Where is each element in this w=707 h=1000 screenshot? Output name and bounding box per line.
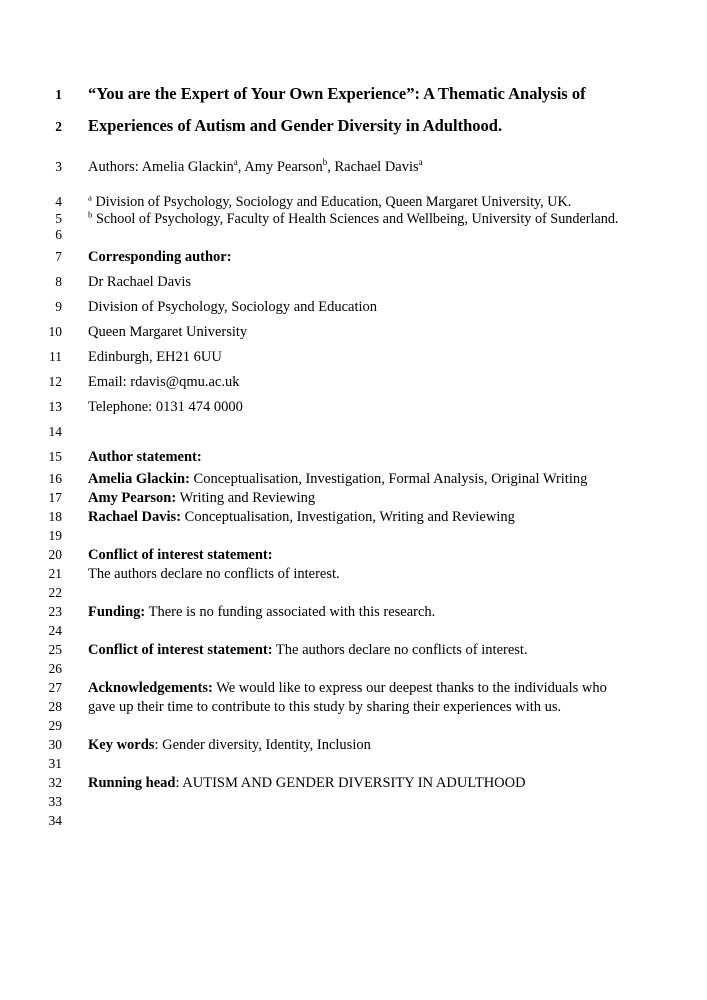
manuscript-line-9 — [0, 294, 707, 319]
manuscript-line-32 — [0, 773, 707, 792]
text-segment: Division of Psychology, Sociology and Education, Queen Margaret University, UK. — [91, 194, 572, 210]
line-number: 6 — [55, 227, 62, 242]
manuscript-line-19 — [0, 526, 707, 545]
text-segment: Conflict of interest statement: — [88, 546, 273, 563]
line-text — [88, 295, 707, 320]
text-segment: Running head — [88, 774, 176, 791]
manuscript-line-16 — [0, 469, 707, 488]
superscript: a — [418, 157, 423, 168]
line-text — [88, 565, 707, 584]
text-segment: School of Psychology, Faculty of Health Sciences and Wellbeing, University of Sunderland. — [92, 210, 619, 227]
manuscript-line-5 — [0, 208, 707, 228]
text-segment: Amy Pearson: — [88, 489, 177, 506]
line-number: 14 — [48, 423, 62, 439]
text-segment: Conceptualisation, Investigation, Formal Analysis, Original Writing — [189, 470, 588, 487]
line-number: 16 — [48, 470, 62, 486]
line-number: 18 — [48, 508, 62, 524]
manuscript-line-18 — [0, 507, 707, 526]
line-number: 21 — [48, 565, 62, 581]
manuscript-line-6 — [0, 227, 707, 244]
manuscript-line-24 — [0, 621, 707, 640]
line-number: 7 — [55, 248, 62, 264]
line-text — [88, 736, 707, 755]
line-number: 8 — [55, 273, 62, 289]
line-text — [88, 679, 707, 698]
text-segment: Experiences of Autism and Gender Diversity in Adulthood. — [88, 116, 503, 135]
manuscript-line-29 — [0, 716, 707, 735]
text-segment: gave up their time to contribute to this study by sharing their experiences with us. — [88, 698, 562, 715]
text-segment: Rachael Davis: — [88, 508, 182, 525]
line-number: 24 — [48, 622, 62, 638]
line-number: 27 — [48, 679, 62, 695]
line-text — [88, 546, 707, 565]
line-number: 12 — [48, 373, 62, 389]
text-segment: There is no funding associated with this research. — [145, 603, 436, 620]
manuscript-line-10 — [0, 319, 707, 344]
text-segment: The authors declare no conflicts of interest. — [88, 565, 340, 582]
line-number: 10 — [48, 323, 62, 339]
line-number: 17 — [48, 489, 62, 505]
manuscript-line-33 — [0, 792, 707, 811]
superscript: b — [322, 157, 328, 168]
manuscript-line-13 — [0, 394, 707, 419]
text-segment: Corresponding author: — [88, 248, 232, 265]
manuscript-line-27 — [0, 678, 707, 697]
text-segment: , Amy Pearson — [237, 159, 323, 175]
line-text — [88, 603, 707, 622]
line-number: 11 — [49, 348, 62, 364]
line-text — [88, 320, 707, 345]
line-number: 25 — [48, 641, 62, 657]
line-number: 9 — [55, 298, 62, 314]
line-text — [88, 194, 707, 211]
manuscript-line-7 — [0, 244, 707, 269]
manuscript-line-20 — [0, 545, 707, 564]
text-segment: : Gender diversity, Identity, Inclusion — [154, 736, 371, 753]
text-segment: Telephone: 0131 474 0000 — [88, 398, 243, 415]
line-number: 23 — [48, 603, 62, 619]
line-number: 3 — [55, 159, 62, 174]
line-text — [88, 78, 707, 110]
text-segment: Amelia Glackin: — [88, 470, 190, 487]
text-segment: , Rachael Davis — [327, 159, 419, 175]
manuscript-line-15 — [0, 444, 707, 469]
text-segment: Queen Margaret University — [88, 323, 248, 340]
manuscript-line-30 — [0, 735, 707, 754]
manuscript-line-23 — [0, 602, 707, 621]
line-number: 34 — [48, 812, 62, 828]
manuscript-line-3 — [0, 154, 707, 179]
superscript: b — [88, 208, 93, 219]
line-text — [88, 270, 707, 295]
text-segment: Author statement: — [88, 448, 202, 465]
line-text — [88, 110, 707, 142]
manuscript-line-21 — [0, 564, 707, 583]
line-number: 30 — [48, 736, 62, 752]
text-segment: Dr Rachael Davis — [88, 273, 192, 290]
manuscript-line-1 — [0, 78, 707, 110]
manuscript-line-8 — [0, 269, 707, 294]
line-text — [88, 508, 707, 527]
text-segment: : AUTISM AND GENDER DIVERSITY IN ADULTHOOD — [175, 774, 526, 791]
manuscript-line-26 — [0, 659, 707, 678]
text-segment: Conceptualisation, Investigation, Writing and Reviewing — [181, 508, 515, 525]
line-text — [88, 641, 707, 660]
line-text — [88, 395, 707, 420]
manuscript-line-31 — [0, 754, 707, 773]
line-text — [88, 155, 707, 180]
line-number: 33 — [48, 793, 62, 809]
line-number: 29 — [48, 717, 62, 733]
text-segment: We would like to express our deepest thanks to the individuals who — [212, 679, 607, 696]
line-text — [88, 245, 707, 270]
superscript: a — [88, 192, 92, 203]
manuscript-line-14 — [0, 419, 707, 444]
line-number: 28 — [48, 698, 62, 714]
manuscript-line-22 — [0, 583, 707, 602]
line-text — [88, 208, 707, 228]
text-segment: Authors: Amelia Glackin — [88, 159, 234, 175]
line-text — [88, 774, 707, 793]
line-number: 15 — [48, 448, 62, 464]
line-number: 5 — [55, 210, 62, 226]
manuscript-line-4 — [0, 194, 707, 211]
line-number: 19 — [48, 527, 62, 543]
line-number: 32 — [48, 774, 62, 790]
manuscript-line-25 — [0, 640, 707, 659]
text-segment: Key words — [88, 736, 155, 753]
line-text — [88, 445, 707, 470]
line-number: 31 — [48, 755, 62, 771]
text-segment: Email: rdavis@qmu.ac.uk — [88, 373, 240, 390]
manuscript-line-28 — [0, 697, 707, 716]
line-text — [88, 345, 707, 370]
line-number: 4 — [55, 194, 62, 209]
text-segment: The authors declare no conflicts of interest. — [272, 641, 528, 658]
line-text — [88, 489, 707, 508]
manuscript-line-11 — [0, 344, 707, 369]
line-number: 13 — [48, 398, 62, 414]
text-segment: Conflict of interest statement: — [88, 641, 273, 658]
text-segment: Funding: — [88, 603, 146, 620]
manuscript-line-12 — [0, 369, 707, 394]
text-segment: Acknowledgements: — [88, 679, 213, 696]
manuscript-line-2 — [0, 110, 707, 142]
superscript: a — [233, 157, 238, 168]
line-number: 1 — [55, 87, 62, 102]
line-number: 26 — [48, 660, 62, 676]
manuscript-line-34 — [0, 811, 707, 830]
line-number: 2 — [55, 119, 62, 134]
manuscript-line-17 — [0, 488, 707, 507]
line-text — [88, 698, 707, 717]
line-text — [88, 370, 707, 395]
line-number: 22 — [48, 584, 62, 600]
line-number: 20 — [48, 546, 62, 562]
line-text — [88, 470, 707, 489]
text-segment: “You are the Expert of Your Own Experience”: A Thematic Analysis of — [88, 84, 586, 103]
text-segment: Writing and Reviewing — [176, 489, 316, 506]
text-segment: Division of Psychology, Sociology and Education — [88, 298, 378, 315]
text-segment: Edinburgh, EH21 6UU — [88, 348, 222, 365]
